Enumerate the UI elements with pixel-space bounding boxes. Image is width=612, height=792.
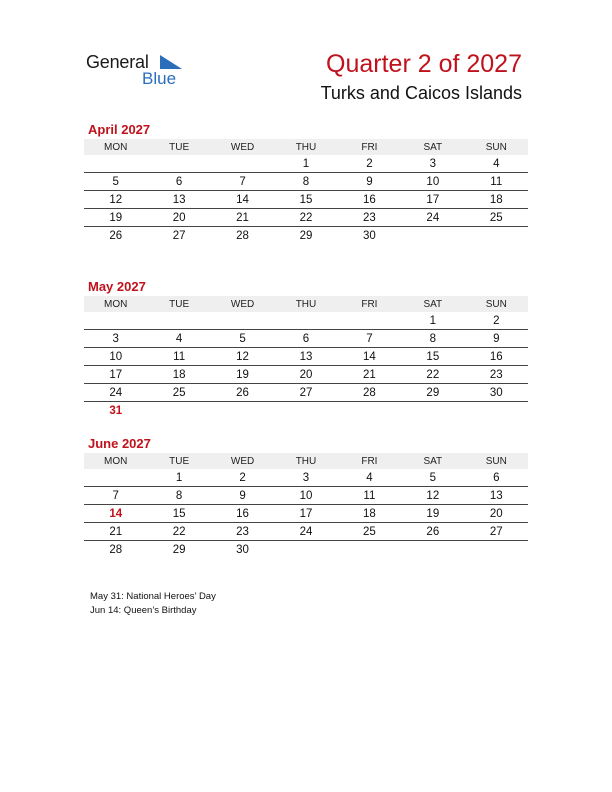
empty-day-cell	[274, 402, 337, 420]
day-cell: 4	[465, 155, 528, 173]
week-row	[84, 348, 528, 366]
week-row	[84, 173, 528, 191]
day-cell: 9	[465, 330, 528, 348]
calendar-table	[84, 453, 528, 558]
day-cell: 12	[84, 191, 147, 209]
weekday-header: TUE	[147, 296, 210, 312]
day-cell: 30	[236, 543, 249, 556]
day-cell: 16	[211, 505, 274, 523]
empty-day-cell	[401, 402, 464, 420]
day-cell: 5	[401, 469, 464, 487]
empty-day-cell	[401, 541, 464, 559]
weekday-header: SUN	[465, 296, 528, 312]
weekday-header: WED	[211, 453, 274, 469]
day-cell: 25	[338, 523, 401, 541]
empty-day-cell	[84, 312, 147, 330]
day-cell: 3	[401, 155, 464, 173]
day-cell: 21	[338, 366, 401, 384]
day-cell: 12	[211, 348, 274, 366]
day-cell: 7	[338, 330, 401, 348]
day-cell: 26	[109, 229, 123, 242]
week-row	[84, 469, 528, 487]
day-cell: 4	[147, 330, 210, 348]
weekday-header-row	[84, 453, 528, 469]
day-cell: 23	[338, 209, 401, 227]
day-cell: 11	[465, 173, 528, 191]
weekday-header: WED	[211, 296, 274, 312]
day-cell: 1	[401, 312, 464, 330]
weekday-header: FRI	[338, 296, 401, 312]
calendar-table	[84, 296, 528, 419]
holiday-note: May 31: National Heroes’ Day	[90, 591, 216, 602]
weekday-header: TUE	[147, 139, 210, 155]
empty-day-cell	[338, 541, 401, 559]
week-row	[84, 505, 528, 523]
weekday-header: SAT	[401, 296, 464, 312]
weekday-header: THU	[274, 453, 337, 469]
weekday-header: SAT	[401, 139, 464, 155]
day-cell: 29	[172, 543, 186, 556]
week-row	[84, 330, 528, 348]
empty-day-cell	[465, 227, 528, 245]
holiday-note: Jun 14: Queen’s Birthday	[90, 605, 197, 616]
week-row	[84, 384, 528, 402]
week-row	[84, 155, 528, 173]
empty-day-cell	[338, 402, 401, 420]
day-cell: 19	[211, 366, 274, 384]
day-cell: 4	[338, 469, 401, 487]
day-cell: 28	[109, 543, 123, 556]
empty-day-cell	[338, 312, 401, 330]
weekday-header: SAT	[401, 453, 464, 469]
weekday-header: MON	[84, 139, 147, 155]
week-row	[84, 312, 528, 330]
month-may	[84, 278, 528, 419]
day-cell: 21	[211, 209, 274, 227]
holiday-day-cell: 14	[84, 505, 147, 523]
day-cell: 27	[465, 523, 528, 541]
empty-day-cell	[211, 155, 274, 173]
day-cell: 19	[84, 209, 147, 227]
day-cell: 5	[211, 330, 274, 348]
day-cell: 25	[147, 384, 210, 402]
weekday-header: MON	[84, 296, 147, 312]
day-cell: 1	[147, 469, 210, 487]
day-cell: 21	[84, 523, 147, 541]
day-cell: 29	[401, 384, 464, 402]
month-title: April 2027	[88, 122, 151, 137]
country-name: Turks and Caicos Islands	[320, 83, 522, 103]
day-cell: 18	[465, 191, 528, 209]
day-cell: 11	[147, 348, 210, 366]
day-cell: 11	[338, 487, 401, 505]
day-cell: 3	[84, 330, 147, 348]
day-cell: 1	[274, 155, 337, 173]
day-cell: 14	[211, 191, 274, 209]
day-cell: 7	[211, 173, 274, 191]
weekday-header-row	[84, 139, 528, 155]
day-cell: 24	[84, 384, 147, 402]
day-cell: 18	[147, 366, 210, 384]
day-cell: 17	[401, 191, 464, 209]
day-cell: 10	[401, 173, 464, 191]
day-cell: 10	[274, 487, 337, 505]
week-row	[84, 541, 528, 559]
month-april	[84, 121, 528, 244]
generalblue-logo	[86, 52, 196, 92]
day-cell: 13	[147, 191, 210, 209]
weekday-header: THU	[274, 139, 337, 155]
empty-day-cell	[147, 402, 210, 420]
day-cell: 18	[338, 505, 401, 523]
empty-day-cell	[465, 402, 528, 420]
weekday-header: TUE	[147, 453, 210, 469]
week-row	[84, 487, 528, 505]
day-cell: 10	[84, 348, 147, 366]
day-cell: 8	[401, 330, 464, 348]
weekday-header: MON	[84, 453, 147, 469]
empty-day-cell	[401, 227, 464, 245]
day-cell: 8	[274, 173, 337, 191]
day-cell: 15	[147, 505, 210, 523]
day-cell: 3	[274, 469, 337, 487]
day-cell: 20	[147, 209, 210, 227]
day-cell: 24	[274, 523, 337, 541]
day-cell: 7	[84, 487, 147, 505]
empty-day-cell	[211, 312, 274, 330]
month-june	[84, 435, 528, 558]
day-cell: 20	[465, 505, 528, 523]
week-row	[84, 366, 528, 384]
week-row	[84, 191, 528, 209]
day-cell: 30	[363, 229, 376, 242]
week-row	[84, 209, 528, 227]
empty-day-cell	[274, 541, 337, 559]
empty-day-cell	[84, 469, 147, 487]
day-cell: 2	[465, 312, 528, 330]
day-cell: 5	[84, 173, 147, 191]
logo-text-general: General	[86, 52, 149, 72]
day-cell: 28	[236, 229, 249, 242]
day-cell: 6	[465, 469, 528, 487]
day-cell: 17	[274, 505, 337, 523]
day-cell: 29	[299, 229, 313, 242]
day-cell: 13	[274, 348, 337, 366]
day-cell: 8	[147, 487, 210, 505]
day-cell: 19	[401, 505, 464, 523]
day-cell: 26	[401, 523, 464, 541]
day-cell: 22	[401, 366, 464, 384]
weekday-header: THU	[274, 296, 337, 312]
day-cell: 16	[465, 348, 528, 366]
day-cell: 9	[338, 173, 401, 191]
day-cell: 26	[211, 384, 274, 402]
week-row	[84, 227, 528, 245]
day-cell: 24	[401, 209, 464, 227]
day-cell: 12	[401, 487, 464, 505]
day-cell: 17	[84, 366, 147, 384]
empty-day-cell	[465, 541, 528, 559]
empty-day-cell	[147, 312, 210, 330]
calendar-table	[84, 139, 528, 244]
day-cell: 25	[465, 209, 528, 227]
holiday-notes	[90, 590, 216, 618]
day-cell: 15	[274, 191, 337, 209]
weekday-header-row	[84, 296, 528, 312]
page-title: Quarter 2 of 2027	[326, 50, 522, 78]
day-cell: 6	[274, 330, 337, 348]
empty-day-cell	[274, 312, 337, 330]
month-title: June 2027	[88, 436, 151, 451]
day-cell: 20	[274, 366, 337, 384]
week-row	[84, 523, 528, 541]
day-cell: 22	[147, 523, 210, 541]
day-cell: 23	[211, 523, 274, 541]
day-cell: 2	[338, 155, 401, 173]
day-cell: 30	[465, 384, 528, 402]
day-cell: 22	[274, 209, 337, 227]
day-cell: 13	[465, 487, 528, 505]
day-cell: 16	[338, 191, 401, 209]
day-cell: 6	[147, 173, 210, 191]
weekday-header: WED	[211, 139, 274, 155]
day-cell: 27	[172, 229, 186, 242]
weekday-header: SUN	[465, 139, 528, 155]
day-cell: 2	[211, 469, 274, 487]
weekday-header: FRI	[338, 453, 401, 469]
day-cell: 15	[401, 348, 464, 366]
day-cell: 23	[465, 366, 528, 384]
day-cell: 28	[338, 384, 401, 402]
empty-day-cell	[84, 155, 147, 173]
empty-day-cell	[211, 402, 274, 420]
month-title: May 2027	[88, 279, 146, 294]
day-cell: 14	[338, 348, 401, 366]
day-cell: 9	[211, 487, 274, 505]
logo-triangle-icon	[160, 55, 182, 69]
logo-text-blue: Blue	[142, 69, 177, 88]
week-row	[84, 402, 528, 420]
empty-day-cell	[147, 155, 210, 173]
holiday-day-cell: 31	[109, 404, 123, 417]
weekday-header: FRI	[338, 139, 401, 155]
weekday-header: SUN	[465, 453, 528, 469]
day-cell: 27	[274, 384, 337, 402]
